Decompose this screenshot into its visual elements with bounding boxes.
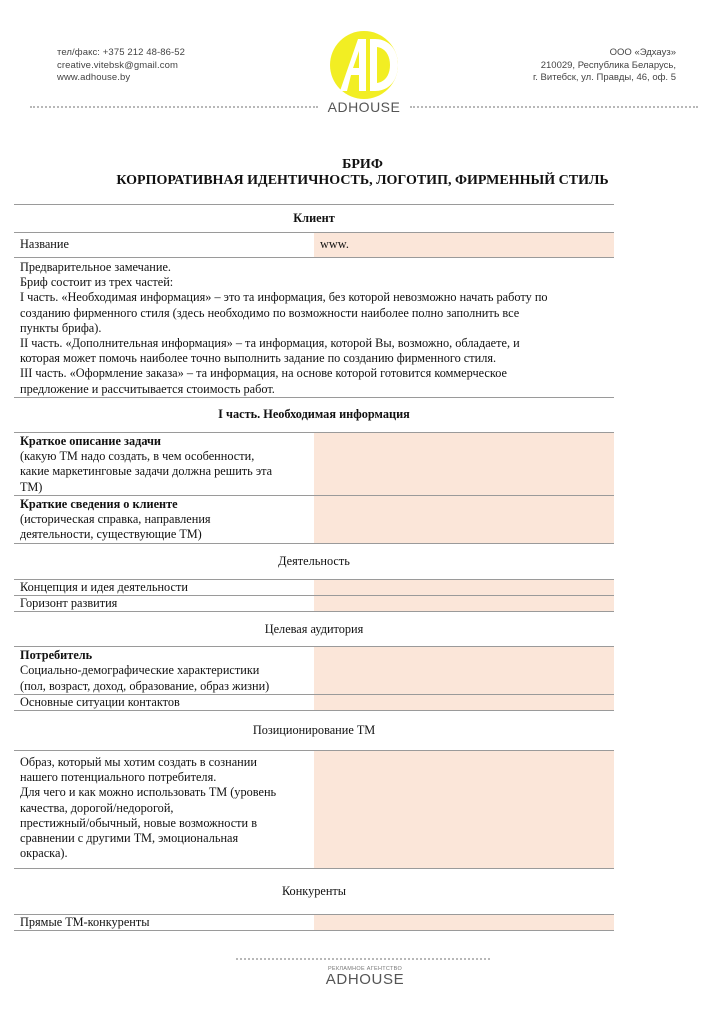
contact-phone: тел/факс: +375 212 48-86-52 xyxy=(57,47,186,58)
row-competitors xyxy=(14,915,614,931)
footer-brand: ADHOUSE xyxy=(325,971,405,988)
concept-label: Концепция и идея деятельности xyxy=(14,579,314,595)
task-input[interactable] xyxy=(314,433,614,496)
section-header-client: Клиент xyxy=(14,205,614,233)
contact-site: www.adhouse.by xyxy=(57,72,131,83)
company-block xyxy=(533,47,676,85)
header-divider-left xyxy=(30,106,318,108)
footer-divider xyxy=(236,958,490,960)
situations-label: Основные ситуации контактов xyxy=(14,694,314,710)
section-header-positioning: Позиционирование ТМ xyxy=(14,711,614,751)
consumer-label: Потребитель Социально-демографические характеристики (пол, возраст, доход, образование, образ жизни) xyxy=(14,647,314,695)
row-situations xyxy=(14,694,614,710)
company-address-line2: г. Витебск, ул. Правды, 46, оф. 5 xyxy=(532,72,676,83)
competitors-input[interactable] xyxy=(314,915,614,931)
horizon-input[interactable] xyxy=(314,596,614,612)
positioning-input[interactable] xyxy=(314,751,614,869)
row-task xyxy=(14,433,614,496)
adhouse-logo xyxy=(318,25,410,117)
row-client-info xyxy=(14,495,614,543)
task-label: Краткое описание задачи (какую ТМ надо создать, в чем особенности, какие маркетинговые задачи должна решить эта ТМ) xyxy=(14,433,314,496)
brief-table xyxy=(14,204,614,931)
row-name xyxy=(14,233,614,258)
situations-input[interactable] xyxy=(314,694,614,710)
name-label: Название xyxy=(14,233,314,258)
brief-subtitle: КОРПОРАТИВНАЯ ИДЕНТИЧНОСТЬ, ЛОГОТИП, ФИРМЕННЫЙ СТИЛЬ xyxy=(116,173,609,188)
company-name: ООО «Эдхауз» xyxy=(609,47,676,58)
contact-email: creative.vitebsk@gmail.com xyxy=(57,59,179,71)
logo-text: ADHOUSE xyxy=(327,99,401,115)
company-address-line1: 210029, Республика Беларусь, xyxy=(540,59,676,71)
row-horizon xyxy=(14,596,614,612)
horizon-label: Горизонт развития xyxy=(14,596,314,612)
section-header-part1: I часть. Необходимая информация xyxy=(14,398,614,433)
row-intro xyxy=(14,258,614,398)
row-positioning xyxy=(14,751,614,869)
row-consumer xyxy=(14,647,614,695)
section-header-competitors: Конкуренты xyxy=(14,869,614,915)
footer-logo xyxy=(290,966,440,988)
concept-input[interactable] xyxy=(314,579,614,595)
footer-agency-label: РЕКЛАМНОЕ АГЕНТСТВО xyxy=(327,966,403,972)
logo-mark-icon xyxy=(318,25,410,99)
row-concept xyxy=(14,579,614,595)
contact-block xyxy=(57,47,185,85)
name-input[interactable]: www. xyxy=(314,233,614,258)
positioning-label: Образ, который мы хотим создать в сознании нашего потенциального потребителя. Для чего и как можно использовать ТМ (уровень качества, дорогой/недорогой, престижный/обычный, новые возможности в сравнении с другими ТМ, эмоциональная окраска). xyxy=(14,751,314,869)
competitors-label: Прямые ТМ-конкуренты xyxy=(14,915,314,931)
section-header-activity: Деятельность xyxy=(14,543,614,579)
brief-title: БРИФ xyxy=(342,157,383,172)
intro-text: Предварительное замечание. Бриф состоит из трех частей: I часть. «Необходимая информация» – это та информация, без которой невозможно начать работу по созданию фирменного стиля (здесь необходимо по возможности наиболее полно заполнить все пункты брифа). II часть. «Дополнительная информация» – та информация, которой Вы, возможно, обладаете, и которая может помочь наиболее точно выполнить задание по созданию фирменного стиля. III часть. «Оформление заказа» – та информация, на основе которой готовится коммерческое предложение и рассчитывается стоимость работ. xyxy=(14,258,614,398)
consumer-input[interactable] xyxy=(314,647,614,695)
client-info-label: Краткие сведения о клиенте (историческая справка, направления деятельности, существующие ТМ) xyxy=(14,495,314,543)
header-divider-right xyxy=(410,106,698,108)
client-info-input[interactable] xyxy=(314,495,614,543)
section-header-audience: Целевая аудитория xyxy=(14,612,614,647)
